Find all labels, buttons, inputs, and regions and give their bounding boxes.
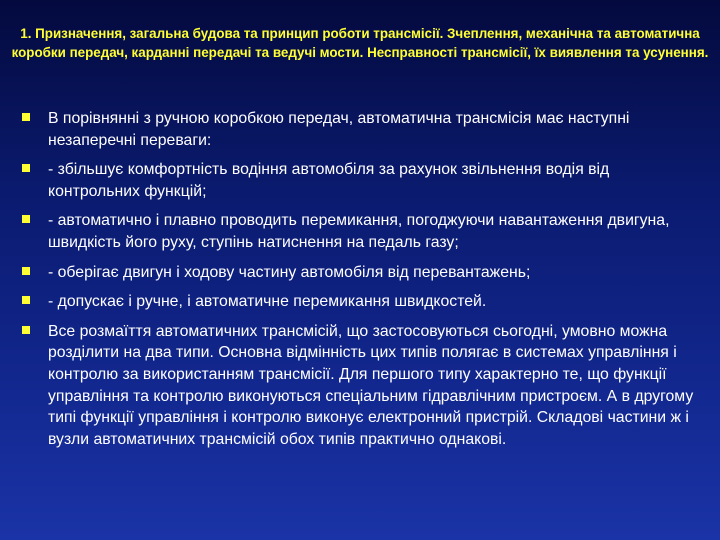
bullet-text: - допускає і ручне, і автоматичне перемикання швидкостей. <box>48 293 487 311</box>
bullet-text: В порівнянні з ручною коробкою передач, автоматична трансмісія має наступні незаперечні переваги: <box>48 110 630 149</box>
list-item <box>22 321 702 451</box>
list-item <box>22 210 702 253</box>
square-bullet-icon <box>22 113 30 121</box>
bullet-text: Все розмаїття автоматичних трансмісій, що застосовуються сьогодні, умовно можна розділити на два типи. Основна відмінність цих типів полягає в системах управління і контролю за використанням трансмісії. Для першого типу характерно те, що функції управління та контролю виконуються спеціальним гідравлічним пристроєм. А в другому типі функції управління і контролю виконує електронний пристрій. Складові частини ж і вузли автоматичних трансмісій обох типів практично однакові. <box>48 322 694 448</box>
bullet-text: - автоматично і плавно проводить перемикання, погоджуючи навантаження двигуна, швидкість його руху, ступінь натиснення на педаль газу; <box>48 212 670 251</box>
square-bullet-icon <box>22 164 30 172</box>
list-item <box>22 108 702 151</box>
square-bullet-icon <box>22 296 30 304</box>
list-item <box>22 291 702 313</box>
list-item <box>22 159 702 202</box>
bullet-text: - збільшує комфортність водіння автомобіля за рахунок звільнення водія від контрольних функцій; <box>48 161 610 200</box>
square-bullet-icon <box>22 326 30 334</box>
square-bullet-icon <box>22 267 30 275</box>
bullet-text: - оберігає двигун і ходову частину автомобіля від перевантажень; <box>48 263 531 281</box>
square-bullet-icon <box>22 215 30 223</box>
list-item <box>22 262 702 284</box>
slide-title: 1. Призначення, загальна будова та принцип роботи трансмісії. Зчеплення, механічна та автоматична коробки передач, карданні передачі та ведучі мости. Несправності трансмісії, їх виявлення та усунення. <box>11 26 709 60</box>
bullet-list <box>22 108 702 458</box>
